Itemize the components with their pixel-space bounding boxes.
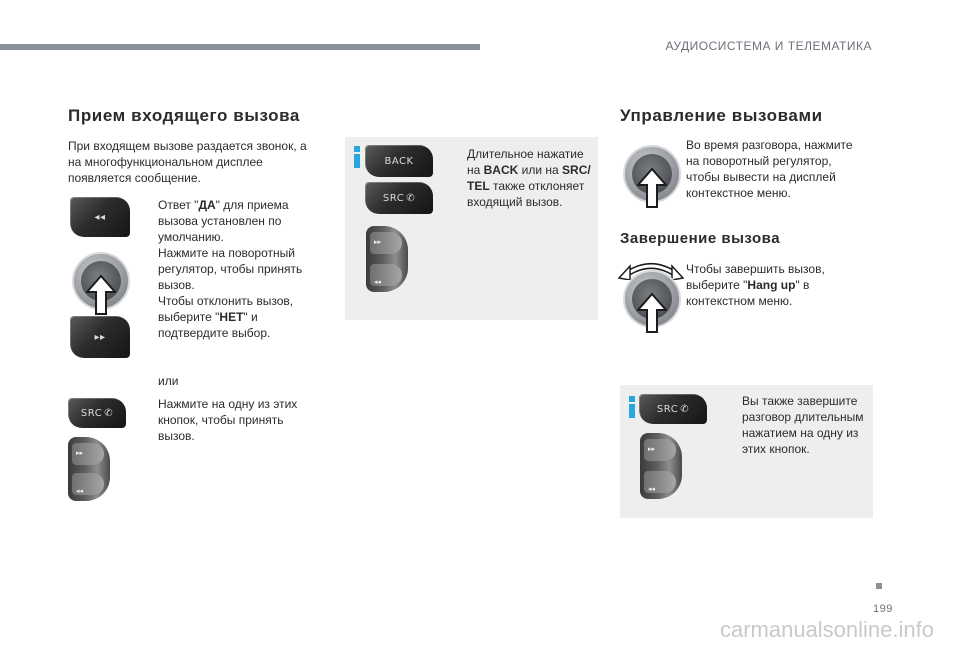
incoming-reject-text: Чтобы отклонить вызов, выберите "НЕТ" и подтвердите выбор. [158,294,294,340]
end-text: Чтобы завершить вызов, выберите "Hang up" в контекстном меню. [686,262,825,308]
phone-icon-3: ✆ [680,403,690,415]
stalk-forward-icon-2: ▸▸ [374,238,382,246]
incoming-intro: При входящем вызове раздается звонок, а на многофункциональном дисплее появляется сообщение. [68,139,307,185]
src-button-image [68,398,126,428]
stalk-rewind-icon: ◂◂ [76,487,84,495]
page-number: 199 [873,603,893,615]
manage-text: Во время разговора, нажмите на поворотный регулятор, чтобы вывести на дисплей контекстное меню. [686,138,853,200]
phone-icon: ✆ [104,407,114,419]
watermark: carmanualsonline.info [719,617,934,642]
incoming-answer-text: Ответ "ДА" для приема вызова установлен по умолчанию. [158,198,289,244]
stalk-forward-icon-3: ▸▸ [648,445,656,453]
manage-title: Управление вызовами [620,106,823,125]
footer-marker [876,583,882,589]
src-button-image-2 [365,182,433,214]
stalk-rewind-icon-2: ◂◂ [374,278,382,286]
src-label: SRC [80,407,103,419]
rewind-icon: ◂◂ [94,211,106,223]
forward-button-image [70,316,130,358]
info-end-text: Вы также завершите разговор длительным нажатием на одну из этих кнопок. [742,394,864,456]
info-icon-2 [627,396,637,418]
push-arrow-icon-3 [637,292,667,334]
phone-icon-2: ✆ [406,192,416,204]
steering-stalk-image [68,437,110,501]
stalk-rewind-icon-3: ◂◂ [648,485,656,493]
src-label-3: SRC [656,403,679,415]
back-button-image [365,145,433,177]
push-arrow-icon-2 [637,167,667,209]
or-text: или [158,374,179,388]
incoming-buttons-text: Нажмите на одну из этих кнопок, чтобы принять вызов. [158,397,298,443]
steering-stalk-image-2 [366,226,408,292]
stalk-forward-icon: ▸▸ [76,449,84,457]
incoming-title: Прием входящего вызова [68,106,300,125]
info-reject-text: Длительное нажатие на BACK или на SRC/ TEL также отклоняет входящий вызов. [467,147,591,209]
rewind-button-image [70,197,130,237]
back-label: BACK [384,155,414,167]
top-decor-bar [0,44,480,50]
src-button-image-3 [639,394,707,424]
section-header: АУДИОСИСТЕМА И ТЕЛЕМАТИКА [665,39,872,53]
push-arrow-icon [86,274,116,316]
end-title: Завершение вызова [620,230,781,247]
steering-stalk-image-3 [640,433,682,499]
src-label-2: SRC [382,192,405,204]
info-icon [352,146,362,168]
incoming-knob-text: Нажмите на поворотный регулятор, чтобы принять вызов. [158,246,303,292]
forward-icon: ▸▸ [94,331,106,343]
